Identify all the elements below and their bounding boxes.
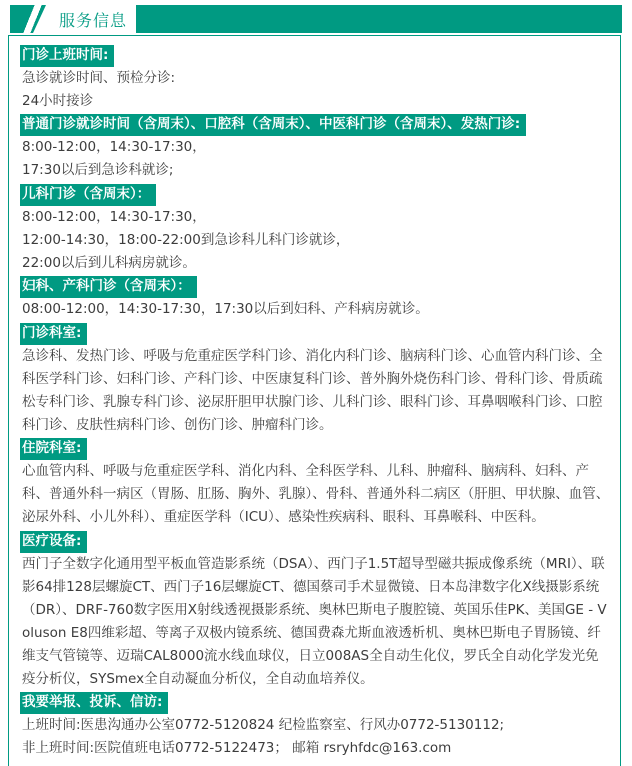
section-header: 妇科、产科门诊（含周末）：	[20, 276, 197, 298]
section-lines	[22, 136, 612, 182]
section-header: 门诊科室:	[20, 323, 87, 345]
section-text-line: 急诊就诊时间、预检分诊:	[22, 69, 176, 86]
section-text-line: 08:00-12:00，14:30-17:30，17:30以后到妇科、产科病房就诊。	[22, 301, 429, 317]
section-text-line: 8:00-12:00，14:30-17:30，	[22, 139, 206, 155]
section-header: 门诊上班时间:	[20, 45, 114, 67]
section-header-row	[22, 113, 612, 137]
section-lines	[22, 345, 612, 437]
section-header-row	[22, 275, 612, 299]
section-lines	[22, 714, 612, 760]
section-text-line: 8:00-12:00，14:30-17:30，	[22, 208, 206, 225]
info-section	[22, 321, 612, 437]
section-header-row	[22, 43, 612, 67]
section-text-line: 上班时间:医患沟通办公室0772-5120824 纪检监察室、行风办0772-5130112;	[22, 717, 505, 733]
info-section	[22, 113, 612, 183]
section-header: 住院科室:	[20, 438, 87, 460]
section-header-row	[22, 321, 612, 345]
section-text-line: 12:00-14:30，18:00-22:00到急诊科儿科门诊就诊，	[22, 231, 350, 248]
header-bar-fill	[136, 5, 622, 33]
page-title: 服务信息	[59, 10, 128, 30]
section-text-line: 急诊科、发热门诊、呼吸与危重症医学科门诊、消化内科门诊、脑病科门诊、心血管内科门诊、全科医学科门诊、妇科门诊、产科门诊、中医康复科门诊、普外胸外烧伤科门诊、骨科门诊、骨质疏松专科门诊、乳腺专科门诊、泌尿肝胆甲状腺门诊、儿科门诊、眼科门诊、耳鼻咽喉科门诊、口腔科门诊、皮肤性病科门诊、创伤门诊、肿瘤科门诊。	[22, 347, 603, 433]
section-text-line: 西门子全数字化通用型平板血管造影系统（DSA）、西门子1.5T超导型磁共振成像系统（MRI）、联影64排128层螺旋CT、西门子16层螺旋CT、德国蔡司手术显微镜、日本岛津数字化X线摄影系统（DR）、DRF-760数字医用X射线透视摄影系统、奥林巴斯电子腹腔镜、英国乐佳PK、美国GE - Voluson E8四维彩超、等离子双极内镜系统、德国费森尤斯血液透析机、奥林巴斯电子胃肠镜、纤维支气管镜等、迈瑞CAL8000流水线血球仪，日立008AS全自动生化仪，罗氏全自动化学发光免疫分析仪，SYSmex全自动凝血分析仪，全自动血培养仪。	[22, 555, 607, 687]
section-lines	[22, 553, 612, 691]
section-header: 儿科门诊（含周末）：	[20, 184, 156, 206]
info-section	[22, 43, 612, 113]
section-text-line: 22:00以后到儿科病房就诊。	[22, 254, 196, 271]
section-text-line: 24小时接诊	[22, 92, 94, 109]
section-lines	[22, 298, 612, 321]
section-header-row	[22, 182, 612, 206]
section-lines	[22, 460, 612, 529]
header-bar	[10, 5, 622, 33]
section-lines	[22, 67, 612, 113]
section-header-row	[22, 691, 612, 715]
section-header: 我要举报、投诉、信访:	[20, 692, 168, 714]
section-header: 医疗设备:	[20, 531, 87, 553]
info-section	[22, 182, 612, 275]
section-header-row	[22, 437, 612, 461]
info-section	[22, 691, 612, 761]
tab-service-info[interactable]	[46, 5, 136, 33]
logo-wedge-icon	[10, 5, 46, 33]
section-header-row	[22, 529, 612, 553]
info-section	[22, 437, 612, 530]
section-text-line: 17:30以后到急诊科就诊;	[22, 162, 174, 178]
section-text-line: 非上班时间:医院值班电话0772-5122473； 邮箱 rsryhfdc@163.com	[22, 740, 452, 756]
info-section	[22, 529, 612, 691]
section-lines	[22, 206, 612, 275]
service-info-panel	[8, 35, 621, 766]
info-section	[22, 275, 612, 322]
section-header: 普通门诊就诊时间（含周末）、口腔科（含周末）、中医科门诊（含周末）、发热门诊:	[20, 114, 526, 136]
section-text-line: 心血管内科、呼吸与危重症医学科、消化内科、全科医学科、儿科、肿瘤科、脑病科、妇科、产科、普通外科一病区（胃肠、肛肠、胸外、乳腺）、骨科、普通外科二病区（肝胆、甲状腺、血管、泌尿外科、小儿外科）、重症医学科（ICU）、感染性疾病科、眼科、耳鼻喉科、中医科。	[22, 463, 610, 525]
